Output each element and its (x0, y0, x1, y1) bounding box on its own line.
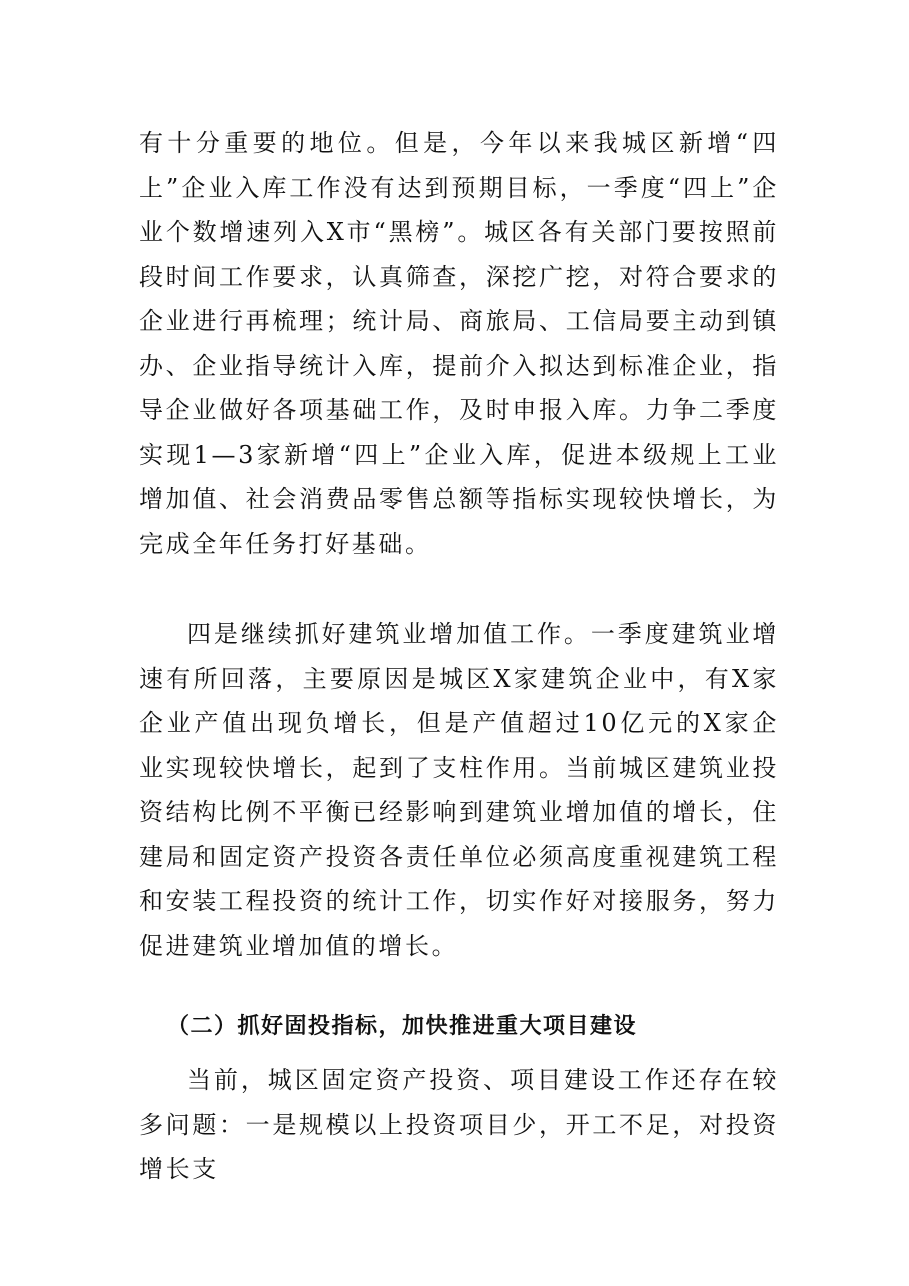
body-paragraph: 四是继续抓好建筑业增加值工作。一季度建筑业增速有所回落，主要原因是城区X家建筑企业中，有X家企业产值出现负增长，但是产值超过10亿元的X家企业实现较快增长，起到了支柱作用。当前城区建筑业投资结构比例不平衡已经影响到建筑业增加值的增长，住建局和固定资产投资各责任单位必须高度重视建筑工程和安装工程投资的统计工作，切实作好对接服务，努力促进建筑业增加值的增长。 (139, 620, 779, 960)
section-heading: （二）抓好固投指标，加快推进重大项目建设 (167, 1014, 638, 1039)
body-paragraph: 当前，城区固定资产投资、项目建设工作还存在较多问题：一是规模以上投资项目少，开工不足，对投资增长支 (139, 1066, 779, 1183)
body-paragraph: 有十分重要的地位。但是，今年以来我城区新增“四上”企业入库工作没有达到预期目标，一季度“四上”企业个数增速列入X市“黑榜”。城区各有关部门要按照前段时间工作要求，认真筛查，深挖广挖，对符合要求的企业进行再梳理；统计局、商旅局、工信局要主动到镇办、企业指导统计入库，提前介入拟达到标准企业，指导企业做好各项基础工作，及时申报入库。力争二季度实现1—3家新增“四上”企业入库，促进本级规上工业增加值、社会消费品零售总额等指标实现较快增长，为完成全年任务打好基础。 (139, 129, 779, 558)
